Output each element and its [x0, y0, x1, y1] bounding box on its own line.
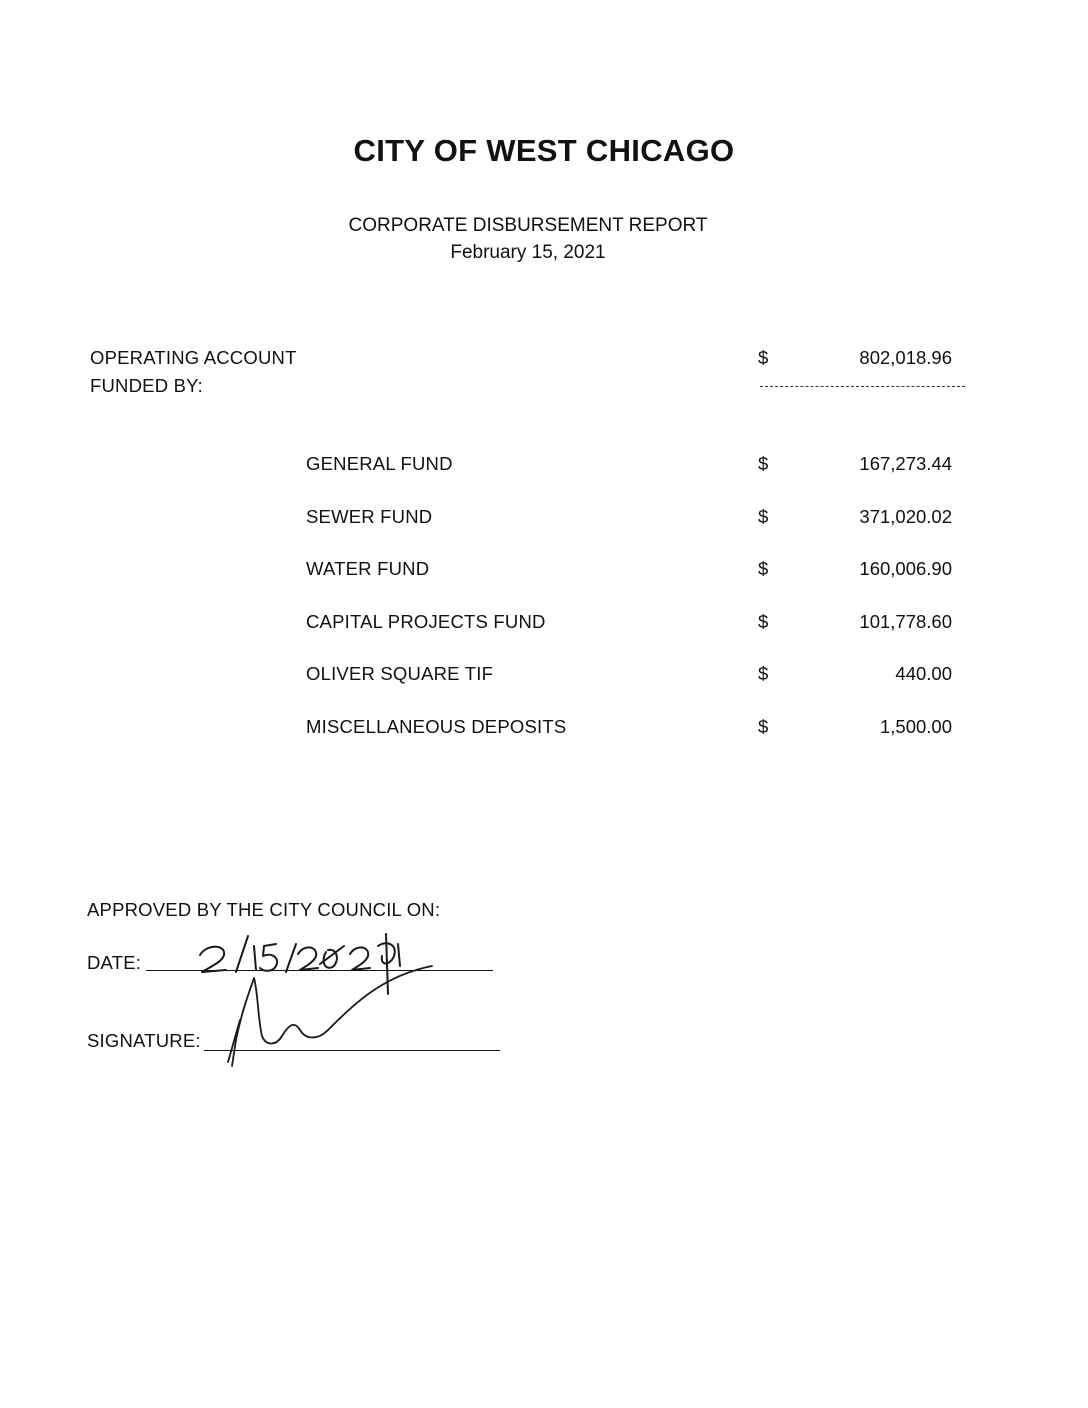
report-name: CORPORATE DISBURSEMENT REPORT: [348, 215, 708, 236]
fund-currency: $: [758, 506, 769, 527]
handwritten-date-icon: [200, 934, 400, 994]
fund-name: SEWER FUND: [306, 506, 433, 527]
signature-label: SIGNATURE:: [87, 1030, 201, 1051]
fund-amount: 167,273.44: [859, 453, 952, 474]
operating-amount: 802,018.96: [859, 347, 952, 368]
operating-currency: $: [758, 347, 769, 368]
fund-amount: 440.00: [895, 663, 952, 684]
approval-heading: APPROVED BY THE CITY COUNCIL ON:: [87, 899, 441, 920]
fund-name: CAPITAL PROJECTS FUND: [306, 611, 546, 632]
fund-name: MISCELLANEOUS DEPOSITS: [306, 716, 567, 737]
fund-currency: $: [758, 611, 769, 632]
fund-amount: 101,778.60: [859, 611, 952, 632]
fund-currency: $: [758, 453, 769, 474]
funded-by-label: FUNDED BY:: [90, 375, 204, 396]
fund-currency: $: [758, 663, 769, 684]
fund-currency: $: [758, 558, 769, 579]
page-title: CITY OF WEST CHICAGO: [353, 133, 735, 168]
fund-currency: $: [758, 716, 769, 737]
handwritten-signature-icon: [228, 966, 432, 1066]
fund-amount: 1,500.00: [879, 716, 952, 737]
fund-name: GENERAL FUND: [306, 453, 453, 474]
fund-name: WATER FUND: [306, 558, 430, 579]
date-label: DATE:: [87, 952, 142, 973]
report-date: February 15, 2021: [450, 242, 606, 263]
operating-account-label: OPERATING ACCOUNT: [90, 347, 297, 368]
fund-name: OLIVER SQUARE TIF: [306, 663, 494, 684]
fund-amount: 371,020.02: [859, 506, 952, 527]
fund-amount: 160,006.90: [859, 558, 952, 579]
